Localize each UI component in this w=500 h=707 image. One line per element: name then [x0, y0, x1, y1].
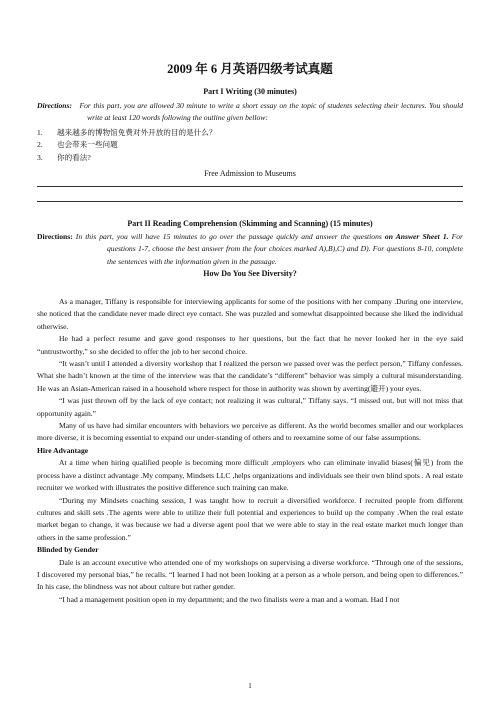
paragraph: “During my Mindsets coaching session, I was taught how to recruit a diversified workforce. I recruited people from different cultures and skill sets .The agents were able to utilize their full potential and experiences to build up the company .When the real estate market began to change, it was because we had a diverse agent pool that we were able to stay in the real estate market much longer than others in the same profession.”	[37, 495, 463, 542]
paragraph: “It wasn’t until I attended a diversity workshop that I realized the person we passed over was the perfect person,” Tiffany confesses. What she hadn’t known at the time of the interview was that the candidate’s “different” behavior was simply a cultural misunderstanding. He was an Asian-American raised in a household where respect for those in authority was shown by averting(避开) your eyes.	[37, 359, 463, 393]
page-title: 2009 年 6 月英语四级考试真题	[167, 62, 333, 76]
list-item: 3. 你的看法?	[37, 152, 91, 162]
list-item: 2. 也会带来一些问题	[37, 140, 118, 150]
part1-heading: Part I Writing (30 minutes)	[203, 87, 297, 96]
answer-line	[37, 186, 463, 187]
directions-text: For this part, you are allowed 30 minute to write a short essay on the topic of students selecting their lectures. You should write at least 120 words following the outline given bellow:	[79, 101, 463, 123]
directions-label: Directions:	[37, 101, 73, 110]
page-number: 1	[248, 682, 252, 690]
paragraph: “I had a management position open in my department; and the two finalists were a man and a woman. Had I not	[59, 594, 400, 604]
paragraph: “I was just thrown off by the lack of eye contact; not realizing it was cultural,” Tiffany says. “I missed out, but will not miss that opportunity again.”	[37, 396, 463, 418]
paragraph: He had a perfect resume and gave good responses to her questions, but the fact that he never looked her in the eye said “untrustworthy,” so she decided to offer the job to her second choice.	[37, 334, 463, 356]
section-subheading: Hire Advantage	[37, 445, 89, 455]
essay-title: Free Admission to Museums	[204, 169, 296, 178]
paragraph: Dale is an account executive who attended one of my workshops on supervising a diverse workforce. “Through one of the sessions, I discovered my personal bias,” he recalls. “I learned I had not been looking at a person as a whole person, and being open to differences.” In his case, the blindness was not about culture but rather gender.	[37, 557, 463, 592]
paragraph: As a manager, Tiffany is responsible for interviewing applicants for some of the positions with her company .During one interview, she noticed that the candidate never made direct eye contact. She was puzzled and somewhat disappointed because she liked the individual otherwise.	[37, 297, 463, 331]
passage-title: How Do You See Diversity?	[203, 269, 297, 278]
paragraph: Many of us have had similar encounters with behaviors we perceive as different. As the world becomes smaller and our workplaces more diverse, it is becoming essential to expand our under-standing of others and to reexamine some of our false assumptions.	[37, 421, 463, 443]
list-item: 1. 越来越多的博物馆免费对外开放的目的是什么？	[37, 128, 217, 137]
part2-directions: Directions: In this part, you will have 15 minutes to go over the passage quickly and answer the questions on Answer Sheet 1. For questions 1-7, choose the best answer from the four choices marked A),B),C) and D). For questions 8-10, complete the sentences with the information given in the passage.	[37, 232, 463, 266]
directions-label: Directions:	[37, 232, 73, 241]
section-subheading: Blinded by Gender	[37, 545, 99, 555]
answer-line	[37, 201, 463, 202]
outline-list	[37, 127, 457, 164]
part2-heading: Part II Reading Comprehension (Skimming and Scanning) (15 minutes)	[127, 219, 373, 228]
paragraph: At a time when hiring qualified people is becoming more difficult ,employers who can eliminate invalid biases(偏见) from the process have a distinct advantage .My company, Mindsets LLC ,helps organizations and individuals see their own blind spots . A real estate recruiter we worked with illustrates the positive difference such training can make.	[37, 458, 463, 493]
part1-directions	[37, 100, 463, 125]
passage-body	[37, 296, 463, 606]
